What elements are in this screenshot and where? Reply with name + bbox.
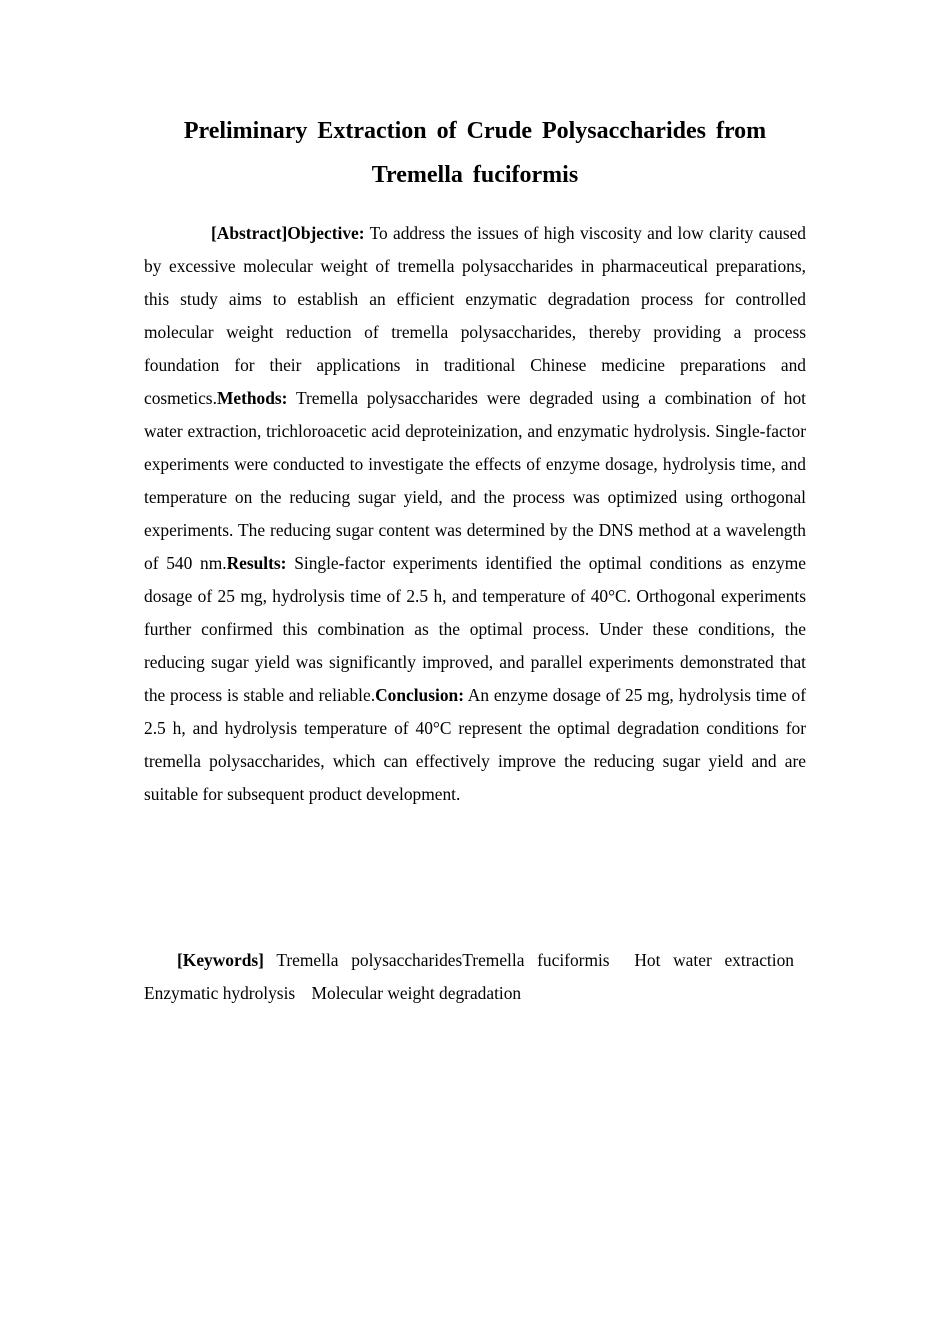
objective-label: Objective:	[287, 223, 365, 243]
methods-label: Methods:	[216, 388, 288, 408]
paper-title-line-2: Tremella fuciformis	[371, 162, 579, 188]
conclusion-text: An enzyme dosage of 25 mg, hydrolysis time of 2.5 h, and hydrolysis temperature of 40°C represent the optimal degradation conditions for tremella polysaccharides, which can effectively improve the reducing sugar yield and are suitable for subsequent product development.	[144, 685, 806, 804]
abstract-paragraph	[144, 217, 806, 811]
keyword-item: Molecular weight degradation	[311, 983, 522, 1003]
results-label: Results:	[226, 553, 287, 573]
keyword-item: Hot water extraction	[634, 950, 794, 970]
objective-text: To address the issues of high viscosity and low clarity caused by excessive molecular weight of tremella polysaccharides in pharmaceutical preparations, this study aims to establish an efficient enzymatic degradation process for controlled molecular weight reduction of tremella polysaccharides, thereby providing a process foundation for their applications in traditional Chinese medicine preparations and cosmetics.	[144, 223, 806, 408]
paper-title	[144, 109, 806, 197]
methods-text: Tremella polysaccharides were degraded using a combination of hot water extraction, trichloroacetic acid deproteinization, and enzymatic hydrolysis. Single-factor experiments were conducted to investigate the effects of enzyme dosage, hydrolysis time, and temperature on the reducing sugar yield, and the process was optimized using orthogonal experiments. The reducing sugar content was determined by the DNS method at a wavelength of 540 nm.	[144, 388, 806, 573]
keyword-item: Enzymatic hydrolysis	[144, 983, 296, 1003]
abstract-label: [Abstract]	[211, 223, 288, 243]
keywords-paragraph	[144, 944, 806, 1010]
paper-title-line-1: Preliminary Extraction of Crude Polysaccharides from	[183, 118, 767, 144]
keywords-label: [Keywords]	[177, 950, 264, 970]
results-text: Single-factor experiments identified the optimal conditions as enzyme dosage of 25 mg, hydrolysis time of 2.5 h, and temperature of 40°C. Orthogonal experiments further confirmed this combination as the optimal process. Under these conditions, the reducing sugar yield was significantly improved, and parallel experiments demonstrated that the process is stable and reliable.	[144, 553, 807, 705]
keyword-item: Tremella polysaccharidesTremella fuciformis	[276, 950, 610, 970]
conclusion-label: Conclusion:	[375, 685, 464, 705]
